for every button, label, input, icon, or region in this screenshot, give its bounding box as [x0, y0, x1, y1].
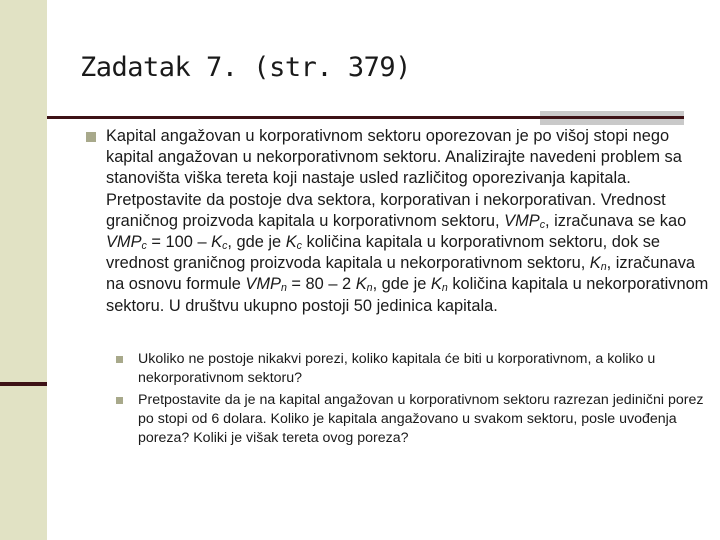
sub-bullet-text: Ukoliko ne postoje nikakvi porezi, koliko kapitala će biti u korporativnom, a koliko u nekorporativnom sektoru? — [138, 351, 656, 387]
text-run: , izračunava na osnovu formule — [106, 254, 696, 294]
slide-title: Zadatak 7. (str. 379) — [80, 52, 411, 83]
text-run: = 100 – — [146, 233, 212, 252]
sub-bullet-text: Pretpostavite da je na kapital angažovan u korporativnom sektoru razrezan jedinični porez po stopi od 6 dolara. Koliko je kapitala angažovano u svakom sektoru, posle uvođenja poreza? Koliki je višak tereta ovog poreza? — [138, 392, 704, 447]
text-run: količina kapitala u korporativnom sektoru, dok se vrednost graničnog proizvoda kapitala u nekorporativnom sektoru, — [106, 233, 661, 273]
main-bullet-text — [106, 126, 710, 317]
text-run: = 80 – 2 — [286, 275, 356, 294]
text-run: , gde je — [372, 275, 431, 294]
left-decorative-band — [0, 0, 47, 540]
vmp-symbol: $VMP_n$ — [245, 275, 287, 295]
sub-bullet-marker — [116, 397, 123, 404]
k-symbol: $K_c$ — [285, 233, 302, 253]
text-run: Kapital angažovan u korporativnom sektoru oporezovan je po višoj stopi nego kapital angažovan u nekorporativnom sektoru. Analizirajte navedeni problem sa stanovišta viška tereta koji nastaje usled različitog oporezivanja kapitala. Pretpostavite da postoje dva sektora, korporativan i nekorporativan. Vrednost graničnog proizvoda kapitala u korporativnom sektoru, — [106, 127, 682, 230]
k-symbol: $K_n$ — [589, 254, 607, 274]
k-symbol: $K_n$ — [430, 275, 448, 295]
text-run: , izračunava se kao — [545, 211, 687, 230]
left-band-accent-line — [0, 382, 47, 386]
vmp-symbol: $VMP_c$ — [106, 233, 147, 253]
title-rule-overlay — [540, 116, 684, 119]
main-bullet-marker — [86, 132, 96, 142]
k-symbol: $K_c$ — [211, 233, 228, 253]
text-run: , gde je — [227, 233, 286, 252]
k-symbol: $K_n$ — [355, 275, 373, 295]
text-run: količina kapitala u nekorporativnom sektoru. U društvu ukupno postoji 50 jedinica kapitala. — [106, 275, 709, 315]
sub-bullet-marker — [116, 356, 123, 363]
vmp-symbol: $VMP_c$ — [504, 211, 546, 231]
